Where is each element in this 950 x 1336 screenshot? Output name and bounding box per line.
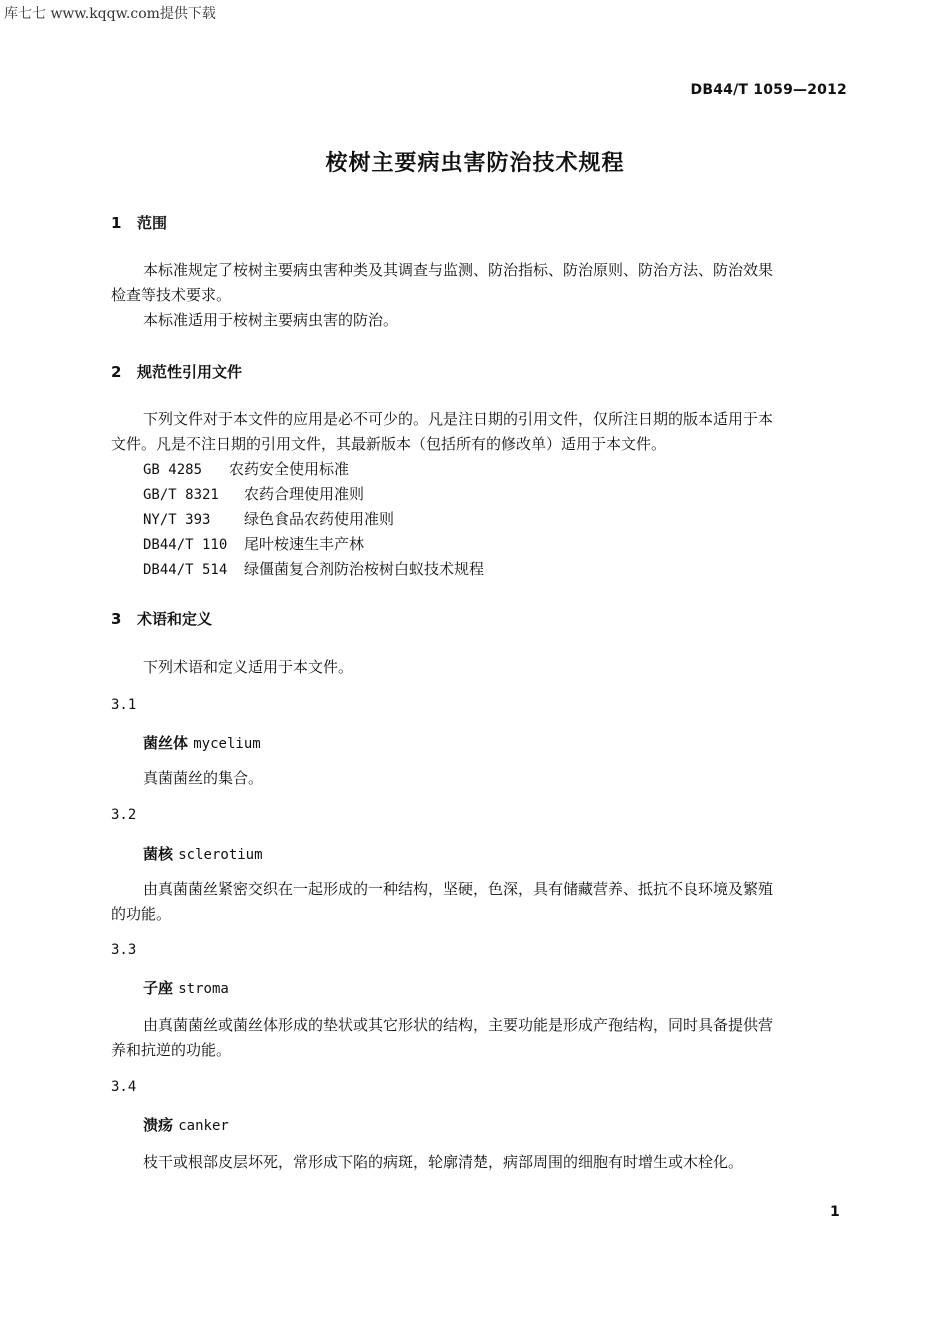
reference-code: GB/T 8321 — [143, 487, 219, 503]
section-number: 3 — [111, 610, 122, 628]
section-heading-terms — [111, 608, 212, 629]
reference-item — [143, 508, 394, 529]
term-zh: 溃疡 — [143, 1116, 174, 1134]
section-number: 2 — [111, 363, 122, 381]
paragraph: 文件。凡是不注日期的引用文件，其最新版本（包括所有的修改单）适用于本文件。 — [111, 435, 667, 453]
term-number: 3.1 — [111, 697, 137, 713]
reference-item — [143, 533, 364, 554]
section-title: 术语和定义 — [137, 610, 213, 628]
section-heading-scope — [111, 212, 167, 233]
paragraph: 本标准规定了桉树主要病虫害种类及其调查与监测、防治指标、防治原则、防治方法、防治效果 — [143, 261, 774, 279]
watermark-text: 库七七 www.kqqw.com提供下载 — [4, 6, 216, 22]
paragraph: 下列术语和定义适用于本文件。 — [143, 658, 354, 676]
reference-name: 农药安全使用标准 — [229, 460, 350, 478]
document-title: 桉树主要病虫害防治技术规程 — [325, 151, 625, 176]
term-definition: 养和抗逆的功能。 — [111, 1041, 232, 1059]
reference-item — [143, 483, 364, 504]
term-title — [143, 843, 263, 864]
standard-number: DB44/T 1059—2012 — [690, 82, 847, 98]
section-title: 规范性引用文件 — [137, 363, 243, 381]
term-en: stroma — [178, 981, 229, 997]
reference-item — [143, 558, 484, 579]
term-zh: 子座 — [143, 979, 174, 997]
term-title — [143, 1114, 229, 1135]
term-number: 3.3 — [111, 942, 137, 958]
term-zh: 菌核 — [143, 845, 174, 863]
paragraph: 本标准适用于桉树主要病虫害的防治。 — [143, 311, 399, 329]
reference-code: DB44/T 514 — [143, 562, 228, 578]
term-title — [143, 732, 261, 753]
reference-name: 绿色食品农药使用准则 — [244, 510, 395, 528]
reference-code: NY/T 393 — [143, 512, 211, 528]
reference-name: 尾叶桉速生丰产林 — [244, 535, 365, 553]
paragraph: 检查等技术要求。 — [111, 286, 232, 304]
term-en: mycelium — [193, 736, 261, 752]
term-title — [143, 977, 229, 998]
term-number: 3.4 — [111, 1079, 137, 1095]
reference-name: 农药合理使用准则 — [244, 485, 365, 503]
reference-code: DB44/T 110 — [143, 537, 228, 553]
reference-code: GB 4285 — [143, 462, 203, 478]
term-number: 3.2 — [111, 807, 137, 823]
term-en: sclerotium — [178, 847, 263, 863]
term-definition: 由真菌菌丝紧密交织在一起形成的一种结构，坚硬，色深，具有储藏营养、抵抗不良环境及繁殖 — [143, 880, 774, 898]
reference-item — [143, 458, 349, 479]
section-title: 范围 — [137, 214, 168, 232]
term-definition: 由真菌菌丝或菌丝体形成的垫状或其它形状的结构，主要功能是形成产孢结构，同时具备提供营 — [143, 1016, 774, 1034]
section-heading-normative-references — [111, 361, 242, 382]
term-definition: 的功能。 — [111, 905, 172, 923]
reference-name: 绿僵菌复合剂防治桉树白蚁技术规程 — [244, 560, 485, 578]
page-number: 1 — [830, 1204, 840, 1220]
paragraph: 下列文件对于本文件的应用是必不可少的。凡是注日期的引用文件，仅所注日期的版本适用于本 — [143, 410, 774, 428]
term-zh: 菌丝体 — [143, 734, 189, 752]
section-number: 1 — [111, 214, 122, 232]
term-definition: 真菌菌丝的集合。 — [143, 769, 264, 787]
term-definition: 枝干或根部皮层坏死，常形成下陷的病斑，轮廓清楚，病部周围的细胞有时增生或木栓化。 — [143, 1153, 744, 1171]
term-en: canker — [178, 1118, 229, 1134]
